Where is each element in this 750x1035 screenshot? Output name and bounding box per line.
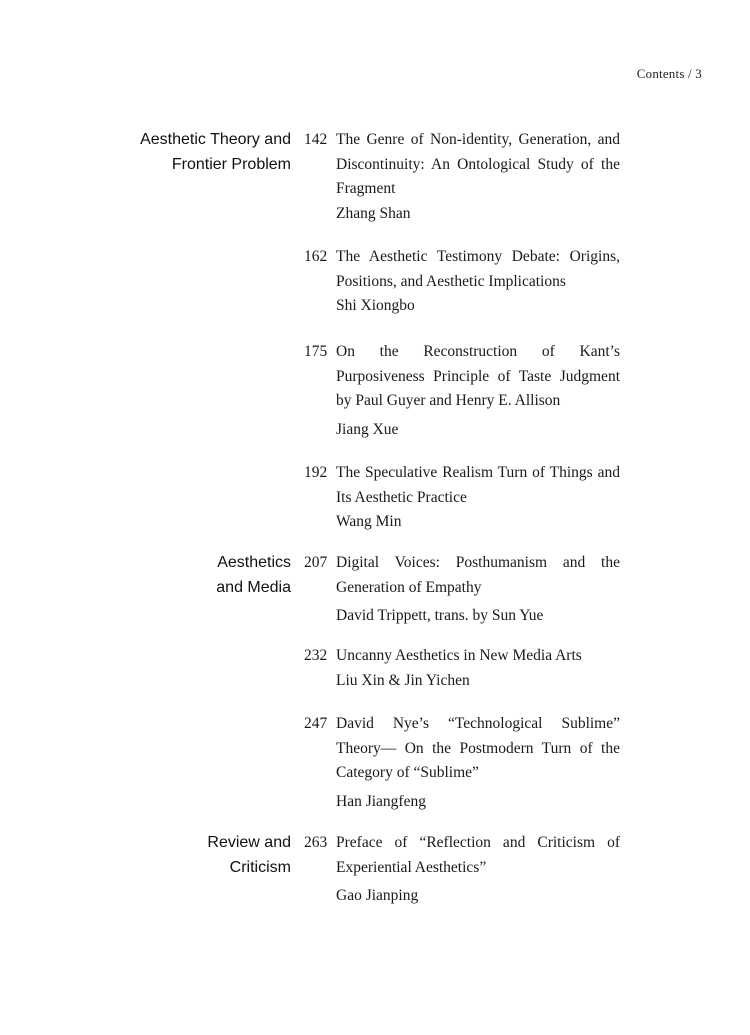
section-label-line: Review and: [207, 834, 291, 851]
entry-title: David Nye’s “Technological Sublime” Theory— On the Postmodern Turn of the Category of “Sublime”: [336, 715, 620, 781]
entry-author: Zhang Shan: [336, 204, 411, 222]
entry-author: Jiang Xue: [336, 420, 399, 438]
entry-title: The Aesthetic Testimony Debate: Origins, Positions, and Aesthetic Implications: [336, 248, 620, 290]
entry-title: On the Reconstruction of Kant’s Purposiveness Principle of Taste Judgment by Paul Guyer and Henry E. Allison: [336, 343, 620, 409]
entry-author: Han Jiangfeng: [336, 792, 426, 810]
entry-author: David Trippett, trans. by Sun Yue: [336, 607, 544, 624]
running-head: Contents / 3: [636, 66, 702, 81]
section-label-review-criticism: [71, 831, 291, 880]
section-label-line: Criticism: [229, 858, 291, 876]
entry-title: Uncanny Aesthetics in New Media Arts: [336, 647, 582, 664]
entry-page-number: 232: [304, 647, 328, 664]
entry-title: Digital Voices: Posthumanism and the Generation of Empathy: [336, 554, 620, 596]
entry-author: Shi Xiongbo: [336, 297, 415, 314]
entry-author: Gao Jianping: [336, 887, 419, 904]
section-label-line: Aesthetics: [217, 554, 291, 571]
entry-page-number: 247: [304, 715, 328, 732]
section-label-line: Frontier Problem: [171, 155, 291, 173]
entry-title: Preface of “Reflection and Criticism of Experiential Aesthetics”: [336, 834, 620, 876]
entry-title: The Speculative Realism Turn of Things and Its Aesthetic Practice: [336, 464, 620, 506]
section-label-aesthetics-media: [71, 551, 291, 600]
section-label-aesthetic-theory: [71, 128, 291, 177]
entry-page-number: 207: [304, 554, 328, 571]
entry-author: Liu Xin & Jin Yichen: [336, 671, 470, 689]
entry-title: The Genre of Non-identity, Generation, and Discontinuity: An Ontological Study of the Fragment: [336, 131, 620, 197]
entry-page-number: 192: [304, 464, 328, 481]
entry-author: Wang Min: [336, 513, 402, 530]
entry-page-number: 162: [304, 248, 328, 265]
entry-page-number: 175: [304, 343, 328, 360]
section-label-line: Aesthetic Theory and: [140, 131, 291, 148]
section-label-line: and Media: [216, 578, 291, 596]
entry-page-number: 142: [304, 131, 328, 148]
entry-page-number: 263: [304, 834, 328, 851]
